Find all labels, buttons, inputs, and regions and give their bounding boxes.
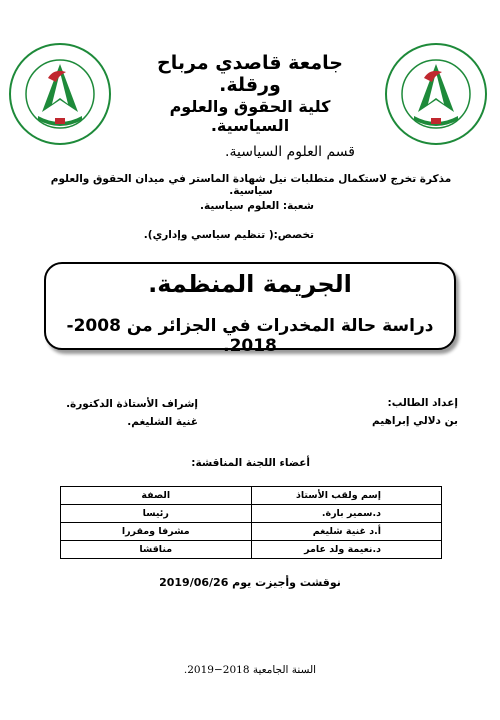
department-name: قسم العلوم السياسية. [225, 144, 355, 160]
thesis-title: الجريمة المنظمة. [148, 270, 352, 298]
supervisor-name: غنية الشليغم. [127, 416, 198, 428]
university-seal-icon [8, 38, 112, 150]
table-row [61, 523, 442, 541]
header-role: الصفة [61, 487, 252, 505]
university-name: جامعة قاصدي مرباح ورقلة. [157, 52, 343, 96]
table-row [61, 505, 442, 523]
student-name: بن دلالي إبراهيم [372, 415, 458, 427]
university-logo-right [384, 38, 488, 150]
jury-member-name: د.نعيمة ولد عامر [251, 541, 442, 559]
university-seal-icon [384, 38, 488, 150]
jury-member-name: د.سمير بارة. [251, 505, 442, 523]
jury-member-role: مناقشا [61, 541, 252, 559]
academic-year: السنة الجامعية 2018−2019. [183, 664, 317, 676]
supervision-label: إشراف الأستاذة الدكتورة. [66, 398, 198, 410]
jury-table [60, 486, 442, 559]
memo-statement: مذكرة تخرج لاستكمال متطلبات نيل شهادة الماستر في ميدان الحقوق والعلوم سياسية. [50, 173, 452, 197]
jury-member-name: أ.د غنية شليغم [251, 523, 442, 541]
specialty-line: تخصص:( تنظيم سياسي وإداري). [143, 229, 314, 241]
table-header-row [61, 487, 442, 505]
university-logo-left [8, 38, 112, 150]
jury-member-role: مشرفا ومقررا [61, 523, 252, 541]
branch-line: شعبة: العلوم سياسية. [200, 200, 314, 212]
header-name: إسم ولقب الأستاذ [251, 487, 442, 505]
committee-label: أعضاء اللجنة المناقشة: [191, 457, 310, 469]
thesis-subtitle: دراسة حالة المخدرات في الجزائر من 2008-2018. [66, 316, 434, 356]
prepared-by-label: إعداد الطالب: [387, 397, 458, 409]
faculty-name: كلية الحقوق والعلوم السياسية. [169, 97, 331, 135]
defense-date: نوقشت وأجيزت يوم 2019/06/26 [159, 576, 341, 589]
table-row [61, 541, 442, 559]
jury-member-role: رئيسا [61, 505, 252, 523]
